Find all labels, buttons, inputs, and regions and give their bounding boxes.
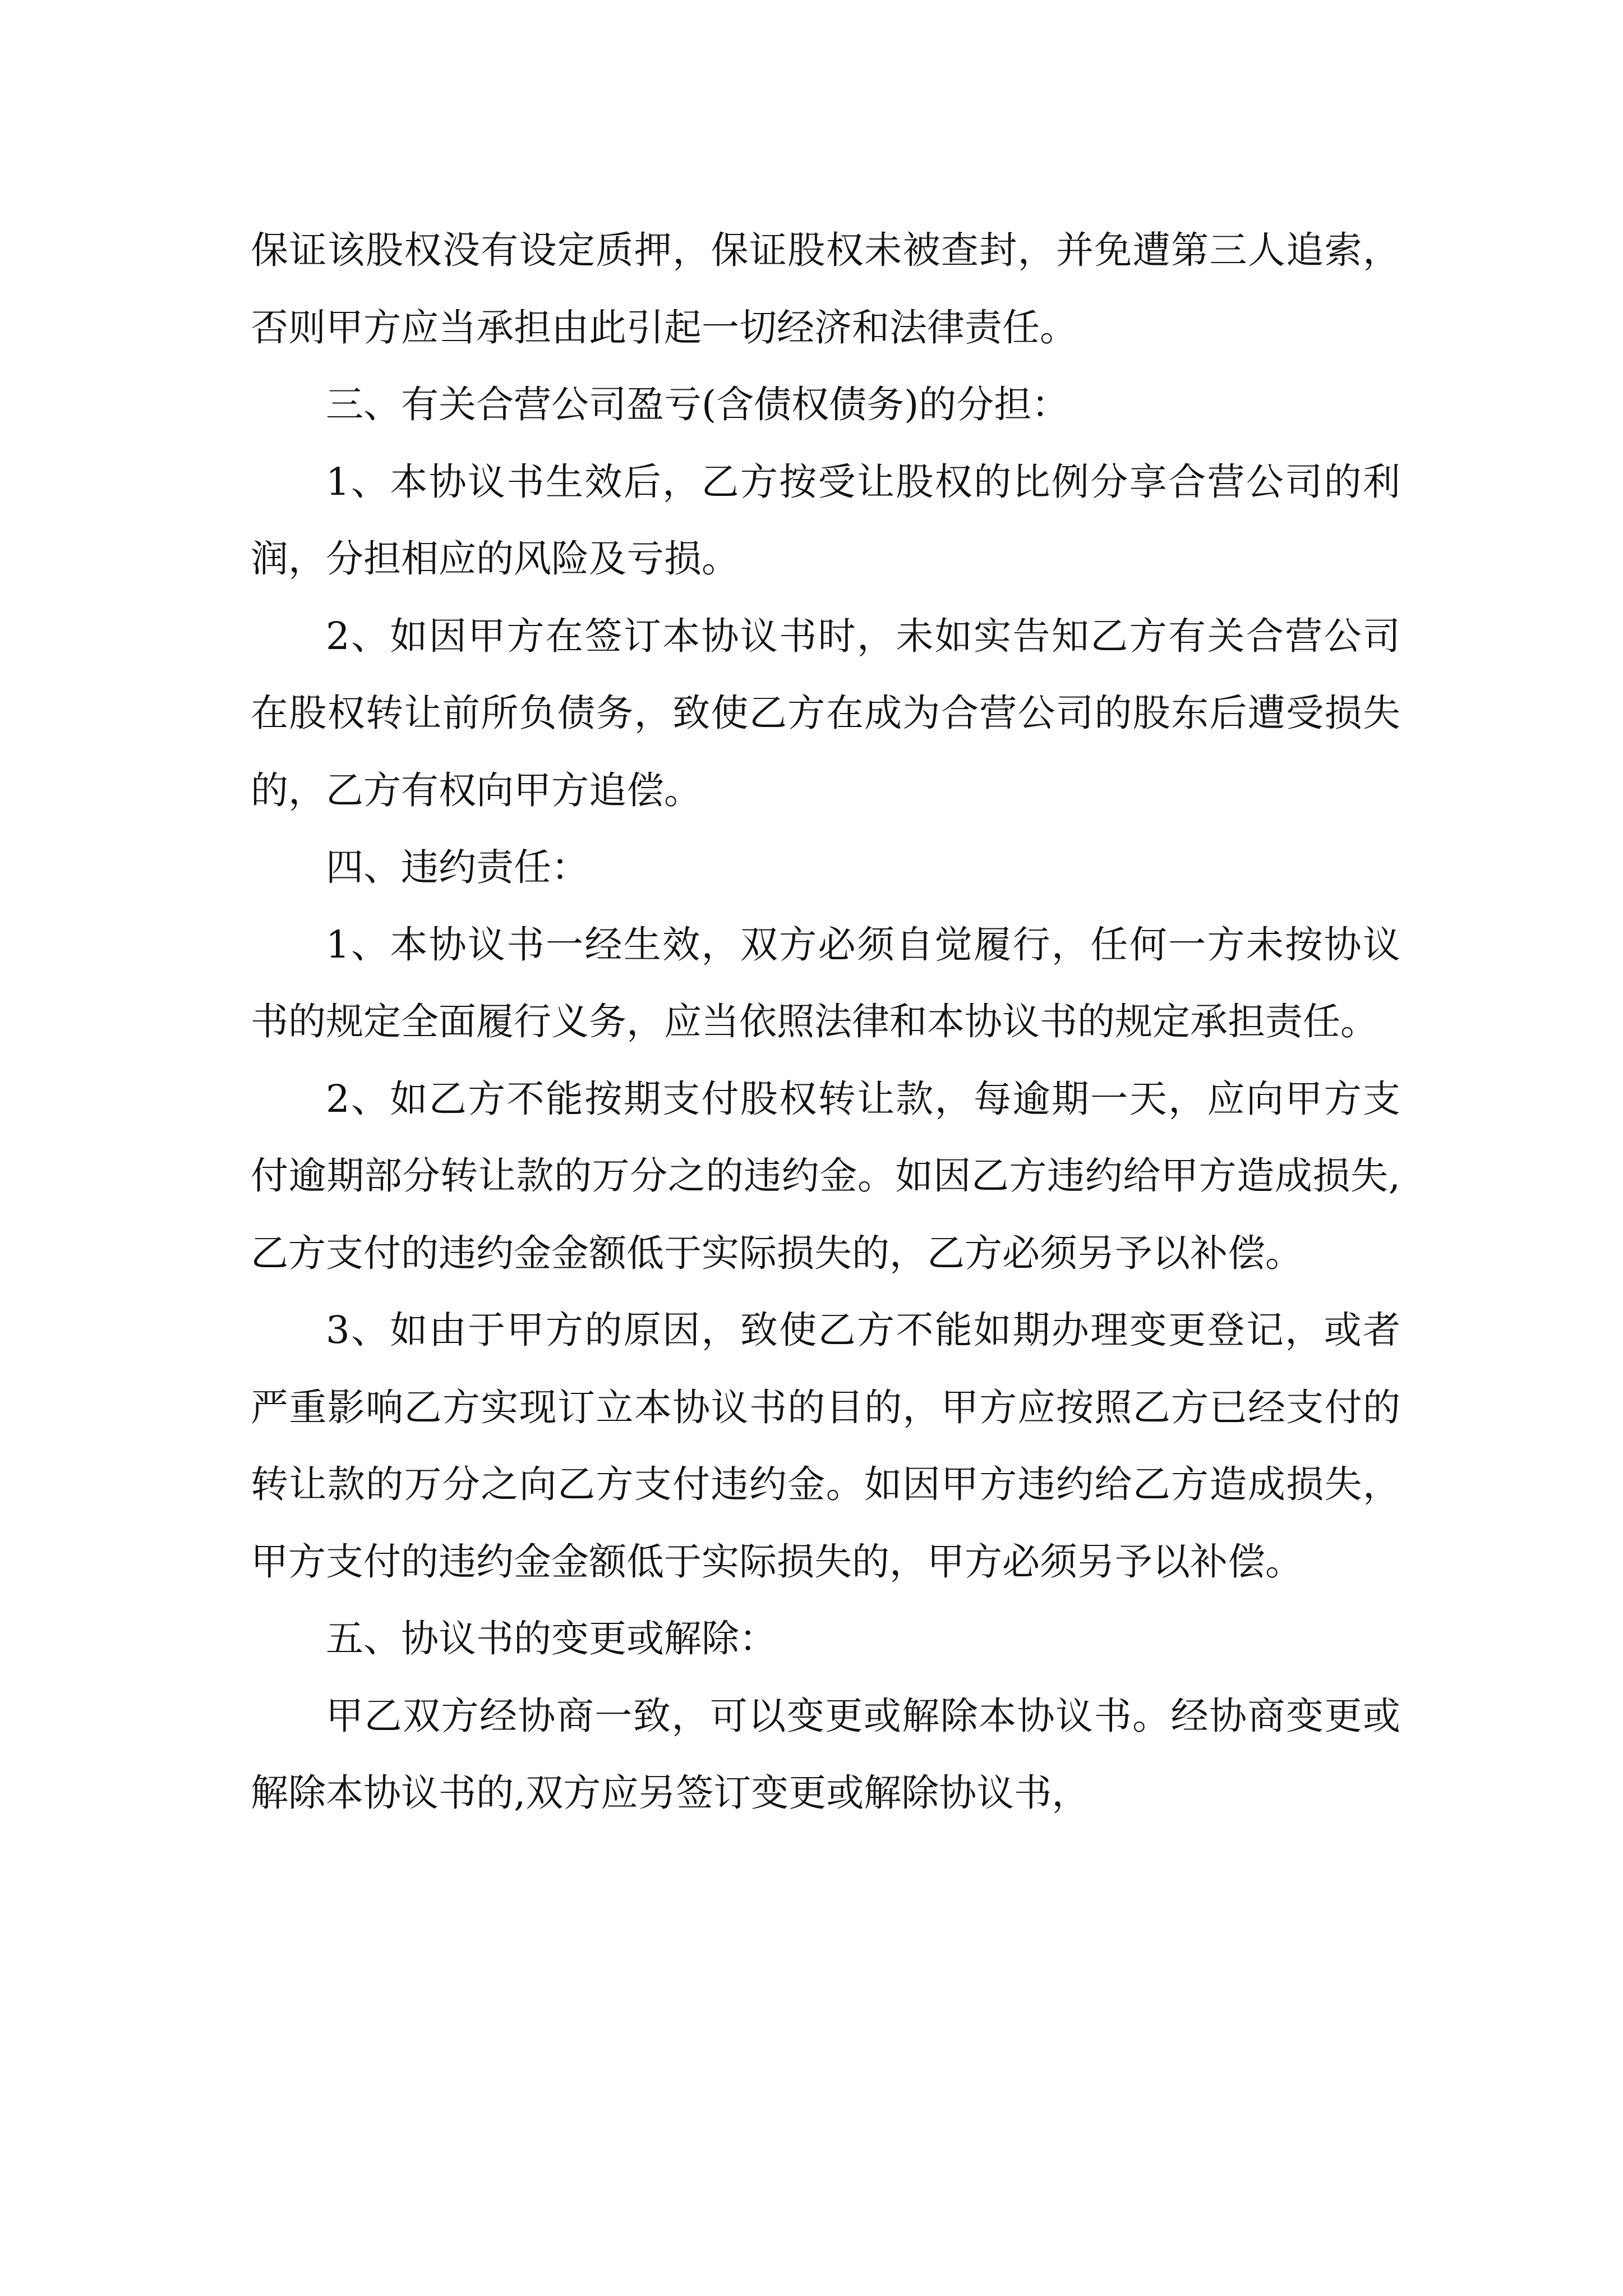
clause-3-1: 1、本协议书生效后，乙方按受让股权的比例分享合营公司的利润，分担相应的风险及亏损。 — [251, 459, 1400, 581]
section-heading-4: 四、违约责任： — [326, 845, 589, 889]
clause-5-body: 甲乙双方经协商一致，可以变更或解除本协议书。经协商变更或解除本协议书的,双方应另签订变更或解除协议书， — [251, 1694, 1400, 1815]
clause-4-2: 2、如乙方不能按期支付股权转让款，每逾期一天，应向甲方支付逾期部分转让款的万分之的违约金。如因乙方违约给甲方造成损失,乙方支付的违约金金额低于实际损失的，乙方必须另予以补偿。 — [251, 1076, 1400, 1275]
section-heading-5: 五、协议书的变更或解除： — [326, 1617, 777, 1660]
clause-4-1: 1、本协议书一经生效，双方必须自觉履行，任何一方未按协议书的规定全面履行义务，应当依照法律和本协议书的规定承担责任。 — [251, 922, 1400, 1043]
clause-3-2: 2、如因甲方在签订本协议书时，未如实告知乙方有关合营公司在股权转让前所负债务，致使乙方在成为合营公司的股东后遭受损失的，乙方有权向甲方追偿。 — [251, 614, 1400, 812]
document-body — [251, 212, 1400, 1832]
section-heading-3: 三、有关合营公司盈亏(含债权债务)的分担： — [326, 383, 1069, 426]
clause-4-3: 3、如由于甲方的原因，致使乙方不能如期办理变更登记，或者严重影响乙方实现订立本协议书的目的，甲方应按照乙方已经支付的转让款的万分之向乙方支付违约金。如因甲方违约给乙方造成损失，甲方支付的违约金金额低于实际损失的，甲方必须另予以补偿。 — [251, 1308, 1400, 1584]
paragraph-continuation: 保证该股权没有设定质押，保证股权未被查封，并免遭第三人追索，否则甲方应当承担由此引起一切经济和法律责任。 — [251, 228, 1400, 349]
